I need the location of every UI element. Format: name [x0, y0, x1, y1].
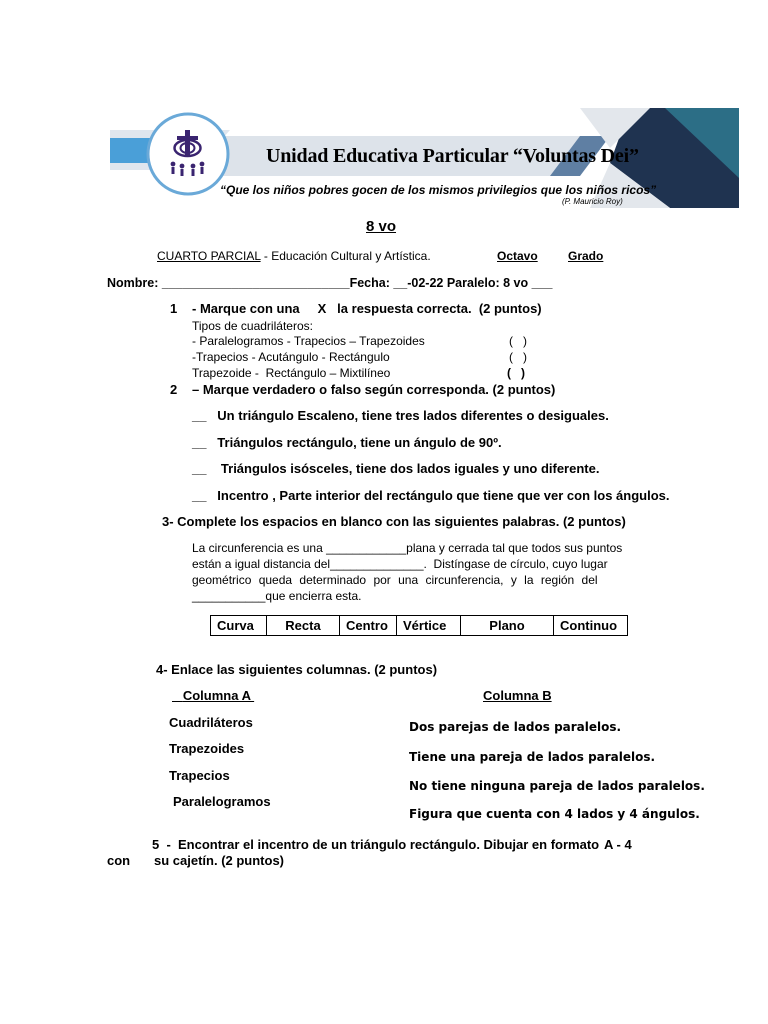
word-bank-cell: Vértice: [397, 616, 461, 636]
q4-title: 4- Enlace las siguientes columnas. (2 puntos): [156, 662, 438, 677]
column-a-item[interactable]: Trapezoides: [169, 741, 245, 756]
column-b-item[interactable]: No tiene ninguna pareja de lados paralelos.: [409, 779, 705, 793]
student-info-line[interactable]: Nombre: ___________________________Fecha: __-02-22 Paralelo: 8 vo ___: [107, 276, 553, 290]
word-bank-cell: Continuo: [554, 616, 628, 636]
school-motto: “Que los niños pobres gocen de los mismos privilegios que los niños ricos”: [220, 183, 657, 197]
school-name: Unidad Educativa Particular “Voluntas Dei”: [266, 145, 639, 167]
word-bank-cell: Plano: [461, 616, 554, 636]
q3-line-3: geométrico queda determinado por una circunferencia, y la región del: [192, 573, 598, 587]
q2-item-3[interactable]: __ Triángulos isósceles, tiene dos lados iguales y uno diferente.: [192, 461, 600, 476]
exam-info-line: [157, 249, 431, 263]
word-bank-cell: Centro: [340, 616, 397, 636]
q5-format: A - 4: [604, 837, 632, 852]
parcial-label: CUARTO PARCIAL: [157, 249, 261, 263]
column-b-title: Columna B: [483, 688, 552, 703]
column-a-item[interactable]: Cuadriláteros: [169, 715, 253, 730]
column-b-item[interactable]: Dos parejas de lados paralelos.: [409, 720, 622, 734]
q2-number: 2: [170, 382, 178, 397]
column-a-item[interactable]: Paralelogramos: [173, 794, 271, 809]
word-bank-cell: Curva: [211, 616, 267, 636]
grade-label: Grado: [568, 249, 604, 263]
column-b-item[interactable]: Figura que cuenta con 4 lados y 4 ángulos.: [409, 807, 700, 821]
subject-label: - Educación Cultural y Artística.: [260, 249, 431, 263]
q3-title: 3- Complete los espacios en blanco con las siguientes palabras. (2 puntos): [162, 514, 626, 529]
word-bank-table: [210, 615, 628, 636]
word-bank-cell: Recta: [267, 616, 340, 636]
column-a-title: [172, 688, 254, 703]
school-logo: [160, 126, 216, 182]
q1-option-1: - Paralelogramos - Trapecios – Trapezoides: [192, 334, 425, 348]
q2-title: – Marque verdadero o falso según corresponda. (2 puntos): [192, 382, 556, 397]
grade-title: 8 vo: [366, 218, 397, 235]
cross-globe-icon: [160, 126, 216, 182]
q5-line-1: 5 - Encontrar el incentro de un triángulo rectángulo. Dibujar en formato: [152, 837, 600, 852]
q1-number: 1: [170, 301, 178, 316]
q3-line-1: La circunferencia es una ____________plana y cerrada tal que todos sus puntos: [192, 541, 623, 555]
q5-line-2: su cajetín. (2 puntos): [154, 853, 285, 868]
q3-line-2: están a igual distancia del______________. Distíngase de círculo, cuyo lugar: [192, 557, 608, 571]
column-b-item[interactable]: Tiene una pareja de lados paralelos.: [409, 750, 656, 764]
q1-option-3-box[interactable]: ( ): [507, 366, 525, 380]
q5-con: con: [107, 853, 131, 868]
q1-title: - Marque con una X la respuesta correcta. (2 puntos): [192, 301, 542, 316]
q2-item-4[interactable]: __ Incentro , Parte interior del rectángulo que tiene que ver con los ángulos.: [192, 488, 670, 503]
q1-option-2-box[interactable]: ( ): [509, 350, 527, 364]
q1-option-1-box[interactable]: ( ): [509, 334, 527, 348]
q1-option-3: Trapezoide - Rectángulo – Mixtilíneo: [192, 366, 391, 380]
q3-line-4: ___________que encierra esta.: [192, 589, 362, 603]
column-a-item[interactable]: Trapecios: [169, 768, 230, 783]
q2-item-1[interactable]: __ Un triángulo Escaleno, tiene tres lados diferentes o desiguales.: [192, 408, 609, 423]
column-a-label: Columna A: [182, 688, 251, 703]
motto-author: (P. Mauricio Roy): [562, 197, 623, 206]
q2-item-2[interactable]: __ Triángulos rectángulo, tiene un ángulo de 90º.: [192, 435, 502, 450]
q1-intro: Tipos de cuadriláteros:: [192, 319, 313, 333]
q1-option-2: -Trapecios - Acutángulo - Rectángulo: [192, 350, 390, 364]
grade-word: Octavo: [497, 249, 538, 263]
school-banner: [110, 108, 739, 208]
